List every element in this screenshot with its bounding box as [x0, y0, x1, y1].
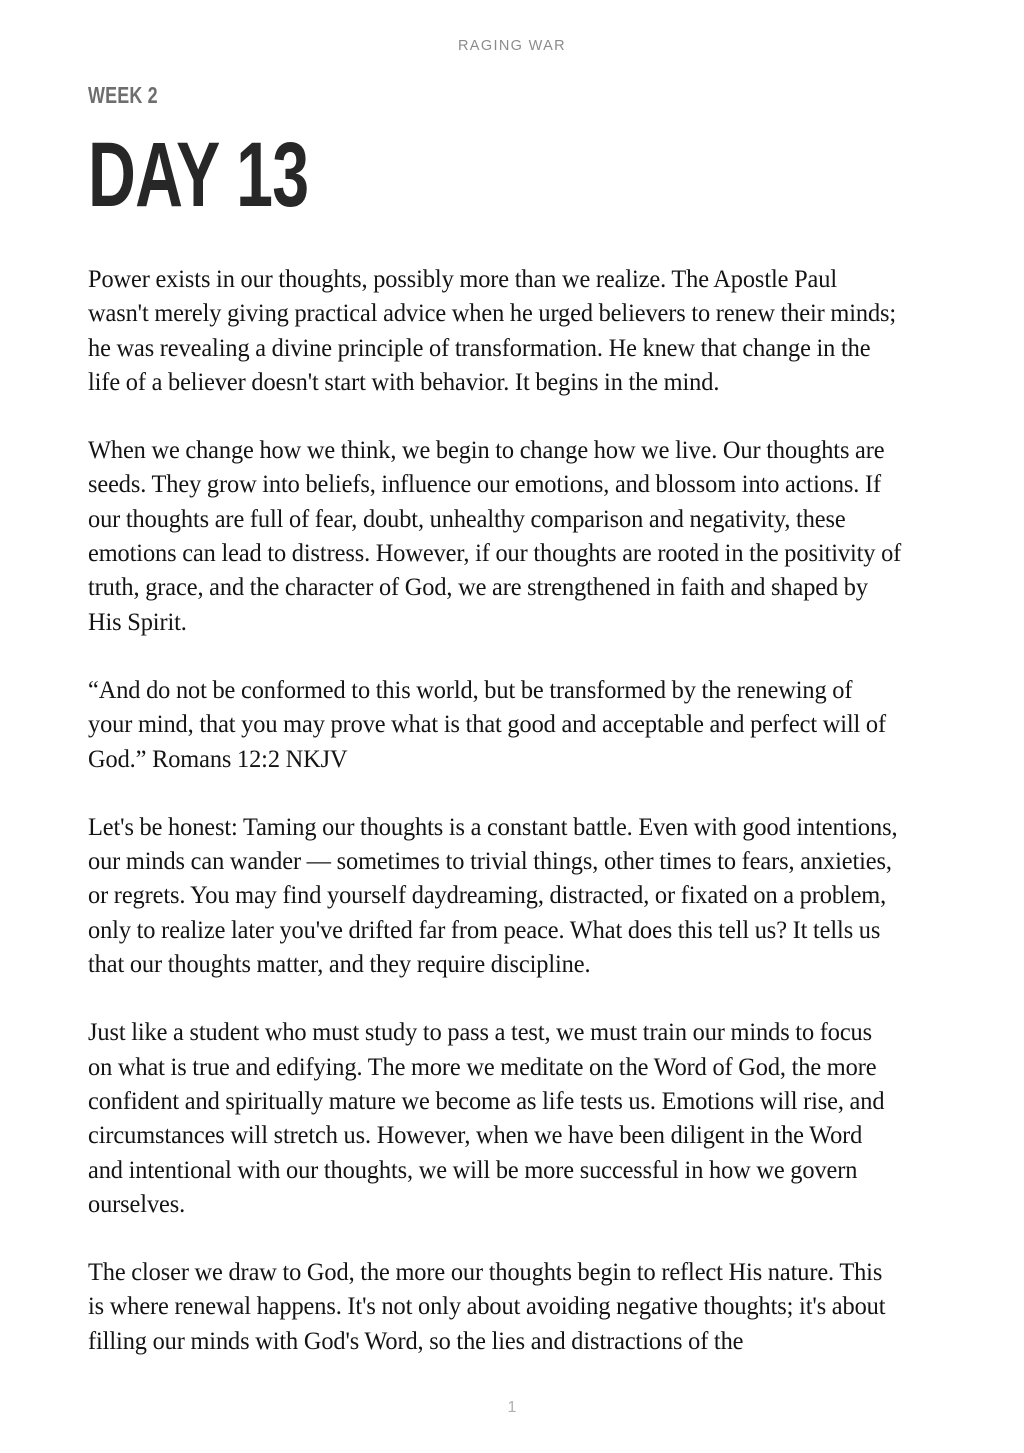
- body-copy: [88, 262, 940, 1358]
- title-block: [88, 82, 948, 226]
- body-paragraph: When we change how we think, we begin to change how we live. Our thoughts are seeds. They grow into beliefs, influence our emotions, and blossom into actions. If our thoughts are full of fear, doubt, unhealthy comparison and negativity, these emotions can lead to distress. However, if our thoughts are rooted in the positivity of truth, grace, and the character of God, we are strengthened in faith and shaped by His Spirit.: [88, 435, 902, 636]
- body-paragraph: Just like a student who must study to pass a test, we must train our minds to focus on what is true and edifying. The more we meditate on the Word of God, the more confident and spiritually mature we become as life tests us. Emotions will rise, and circumstances will stretch us. However, when we have been diligent in the Word and intentional with our thoughts, we will be more successful in how we govern ourselves.: [88, 1017, 885, 1218]
- running-header: RAGING WAR: [457, 38, 567, 54]
- scripture-quote: “And do not be conformed to this world, but be transformed by the renewing of your mind, that you may prove what is that good and acceptable and perfect will of God.” Romans 12:2 NKJV: [88, 674, 887, 773]
- body-paragraph: The closer we draw to God, the more our thoughts begin to reflect His nature. This is where renewal happens. It's not only about avoiding negative thoughts; it's about filling our minds with God's Word, so the lies and distractions of the: [88, 1257, 886, 1355]
- week-label: WEEK 2: [88, 82, 158, 108]
- page-title: DAY 13: [88, 124, 309, 226]
- body-paragraph: Power exists in our thoughts, possibly more than we realize. The Apostle Paul wasn't merely giving practical advice when he urged believers to renew their minds; he was revealing a divine principle of transformation. He knew that change in the life of a believer doesn't start with behavior. It begins in the mind.: [88, 264, 897, 396]
- body-paragraph: Let's be honest: Taming our thoughts is a constant battle. Even with good intentions, our minds can wander — sometimes to trivial things, other times to fears, anxieties, or regrets. You may find yourself daydreaming, distracted, or fixated on a problem, only to realize later you've drifted far from peace. What does this tell us? It tells us that our thoughts matter, and they require discipline.: [88, 811, 898, 979]
- page-number: 1: [507, 1399, 517, 1416]
